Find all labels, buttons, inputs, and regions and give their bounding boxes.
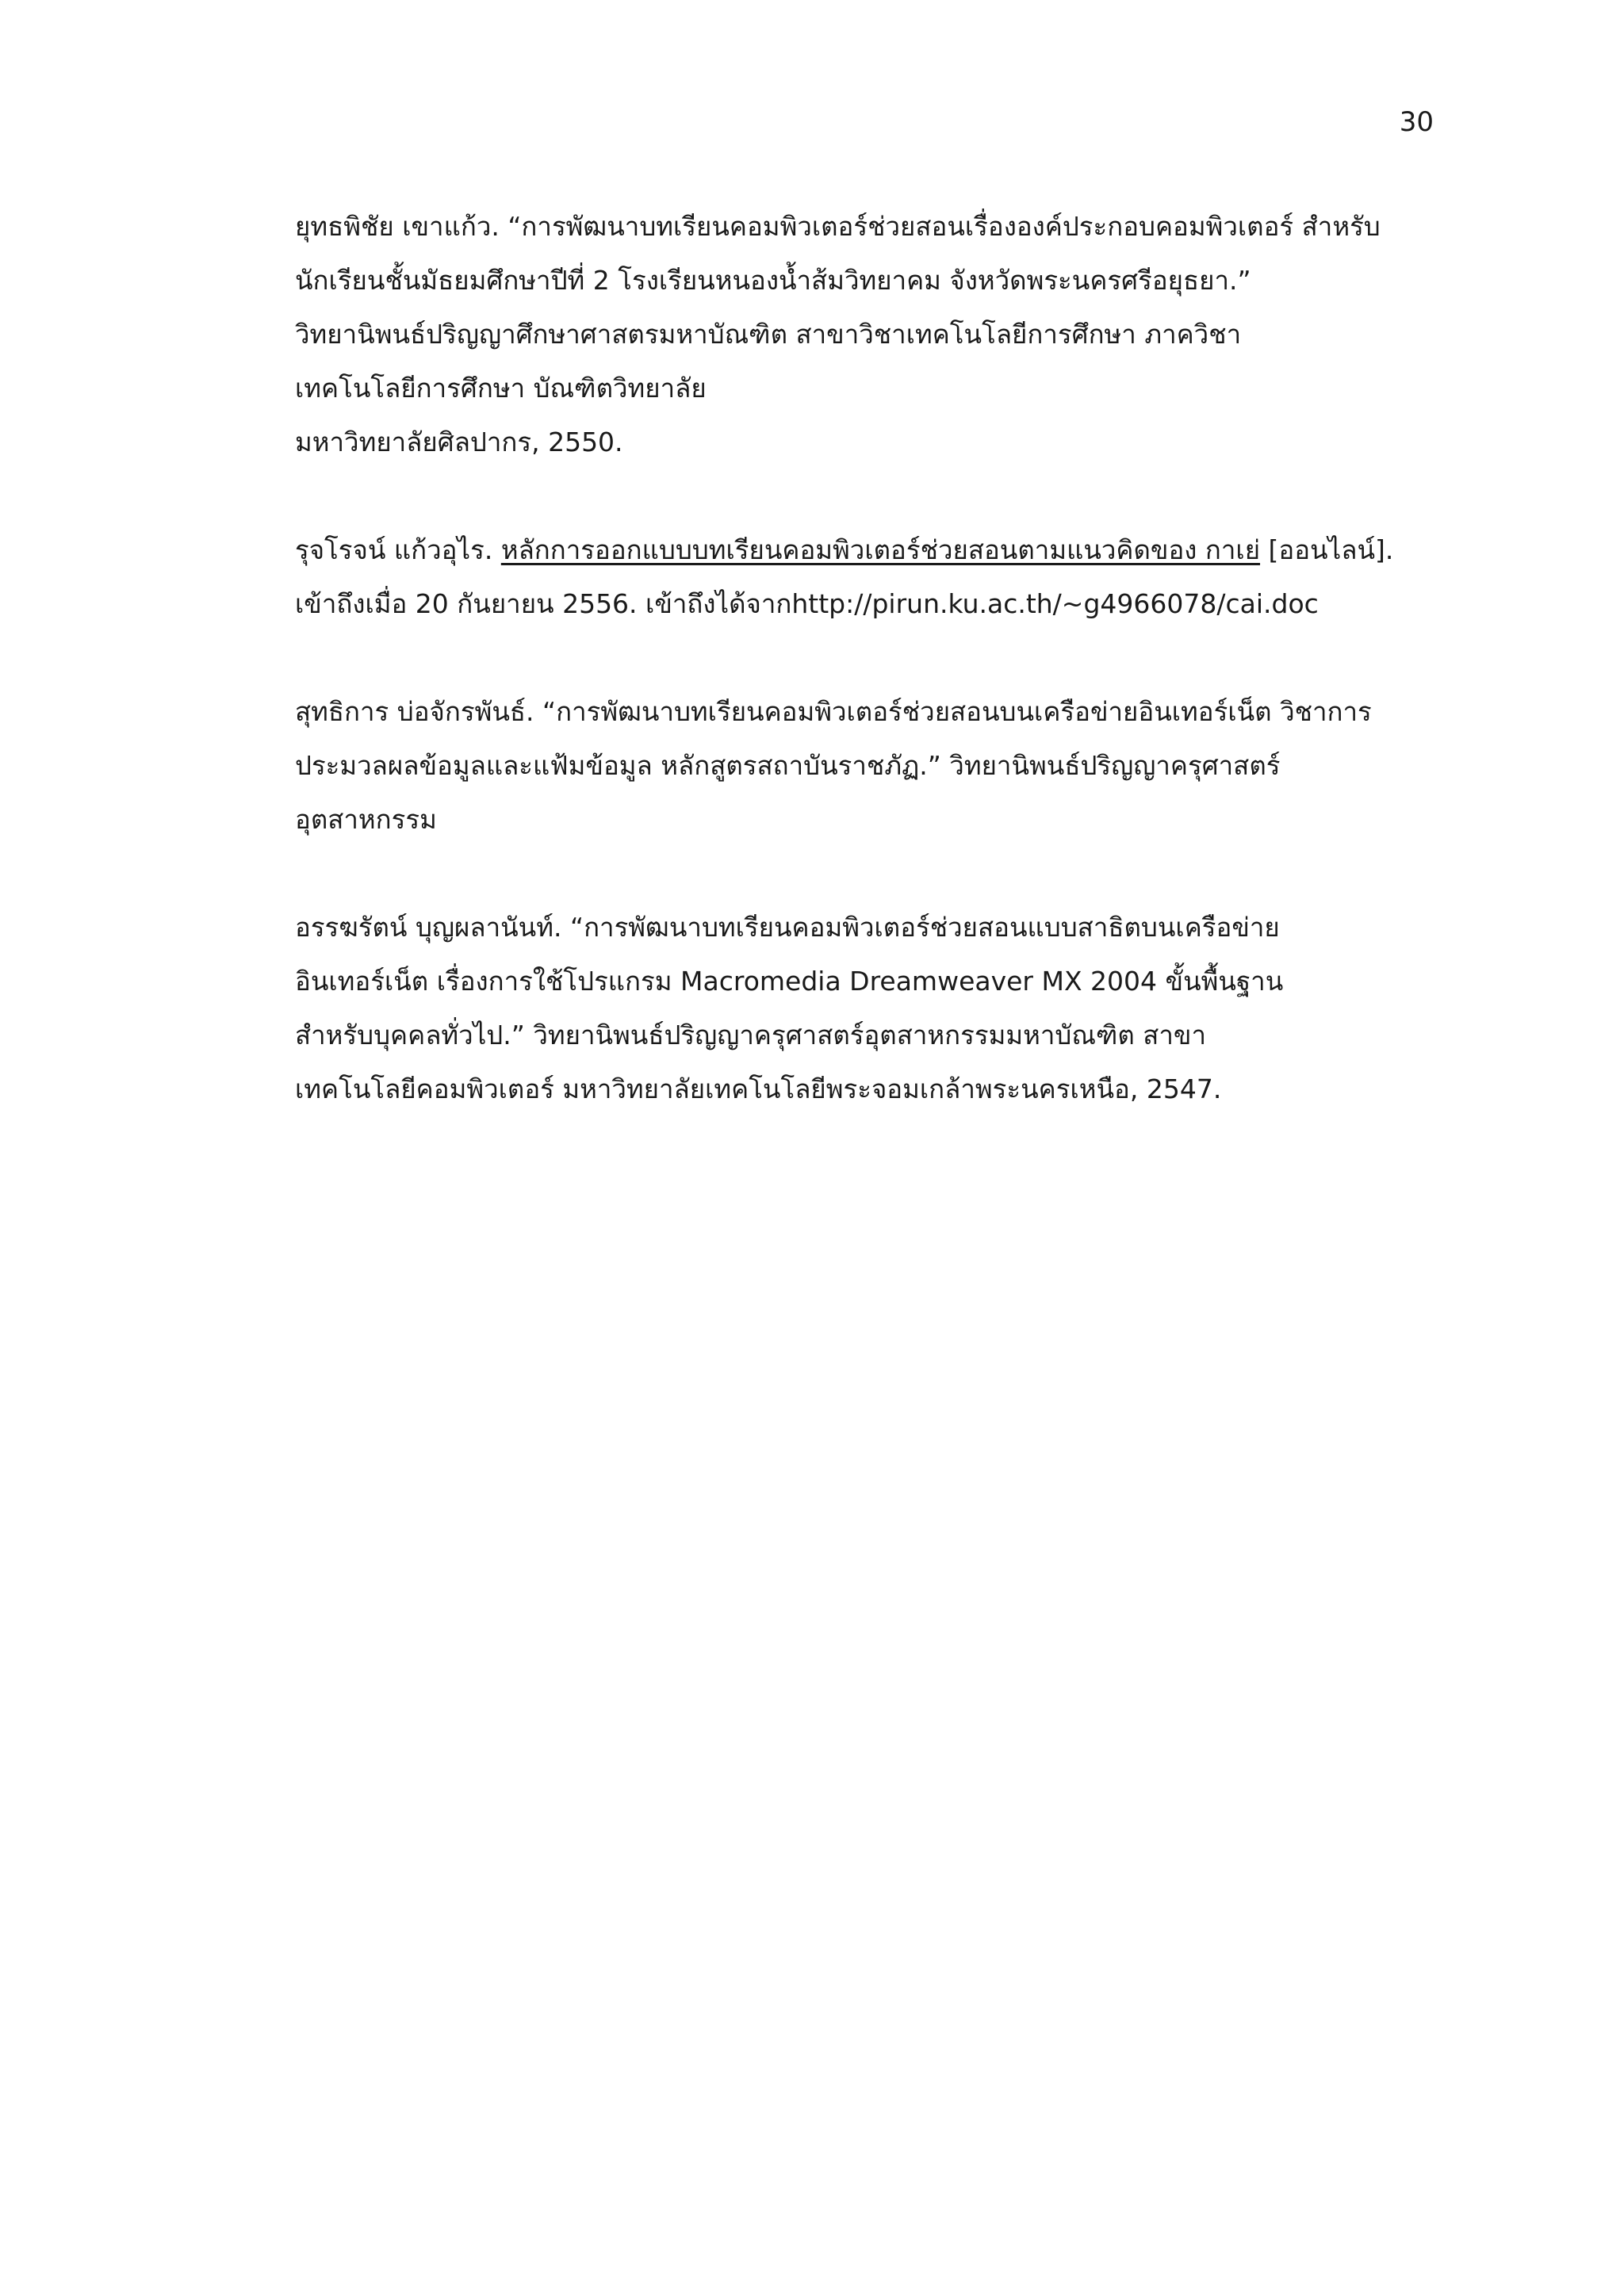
page-number: 30 xyxy=(1399,106,1434,138)
reference-line: สำหรับบุคคลทั่วไป.” วิทยานิพนธ์ปริญญาครุศาสตร์อุตสาหกรรมมหาบัณฑิต สาขา xyxy=(295,1020,1207,1050)
reference-line: ประมวลผลข้อมูลและแฟ้มข้อมูล หลักสูตรสถาบันราชภัฏ.” วิทยานิพนธ์ปริญญาครุศาสตร์ xyxy=(295,750,1281,781)
reference-line: อินเทอร์เน็ต เรื่องการใช้โปรแกรม Macromedia Dreamweaver MX 2004 ขั้นพื้นฐาน xyxy=(295,966,1284,997)
reference-author: รุจโรจน์ แก้วอุไร. xyxy=(295,534,493,565)
reference-line: เทคโนโลยีการศึกษา บัณฑิตวิทยาลัย xyxy=(295,373,707,404)
reference-line: สุทธิการ บ่อจักรพันธ์. “การพัฒนาบทเรียนคอมพิวเตอร์ช่วยสอนบนเครือข่ายอินเทอร์เน็ต วิชาการ xyxy=(295,696,1372,727)
reference-medium: [ออนไลน์]. xyxy=(1268,534,1394,565)
reference-line: อุตสาหกรรม xyxy=(295,804,437,835)
reference-entry xyxy=(295,523,1434,631)
reference-title: หลักการออกแบบบทเรียนคอมพิวเตอร์ช่วยสอนตามแนวคิดของ กาเย่ xyxy=(500,534,1261,565)
reference-line xyxy=(295,523,1434,577)
reference-entry xyxy=(295,200,1434,469)
reference-line: ยุทธพิชัย เขาแก้ว. “การพัฒนาบทเรียนคอมพิวเตอร์ช่วยสอนเรื่ององค์ประกอบคอมพิวเตอร์ สำหรับ xyxy=(295,211,1381,242)
reference-line: อรรฆรัตน์ บุญผลานันท์. “การพัฒนาบทเรียนคอมพิวเตอร์ช่วยสอนแบบสาธิตบนเครือข่าย xyxy=(295,912,1280,943)
reference-line: วิทยานิพนธ์ปริญญาศึกษาศาสตรมหาบัณฑิต สาขาวิชาเทคโนโลยีการศึกษา ภาควิชา xyxy=(295,319,1242,350)
reference-line: เทคโนโลยีคอมพิวเตอร์ มหาวิทยาลัยเทคโนโลยีพระจอมเกล้าพระนครเหนือ, 2547. xyxy=(295,1073,1222,1104)
reference-line: มหาวิทยาลัยศิลปากร, 2550. xyxy=(295,427,623,457)
reference-line: เข้าถึงเมื่อ 20 กันยายน 2556. เข้าถึงได้จากhttp://pirun.ku.ac.th/~g4966078/cai.doc xyxy=(295,588,1319,619)
reference-entry xyxy=(295,685,1434,847)
reference-entry xyxy=(295,901,1434,1116)
reference-list xyxy=(295,200,1434,1170)
reference-line: นักเรียนชั้นมัธยมศึกษาปีที่ 2 โรงเรียนหนองน้ำส้มวิทยาคม จังหวัดพระนครศรีอยุธยา.” xyxy=(295,265,1251,296)
